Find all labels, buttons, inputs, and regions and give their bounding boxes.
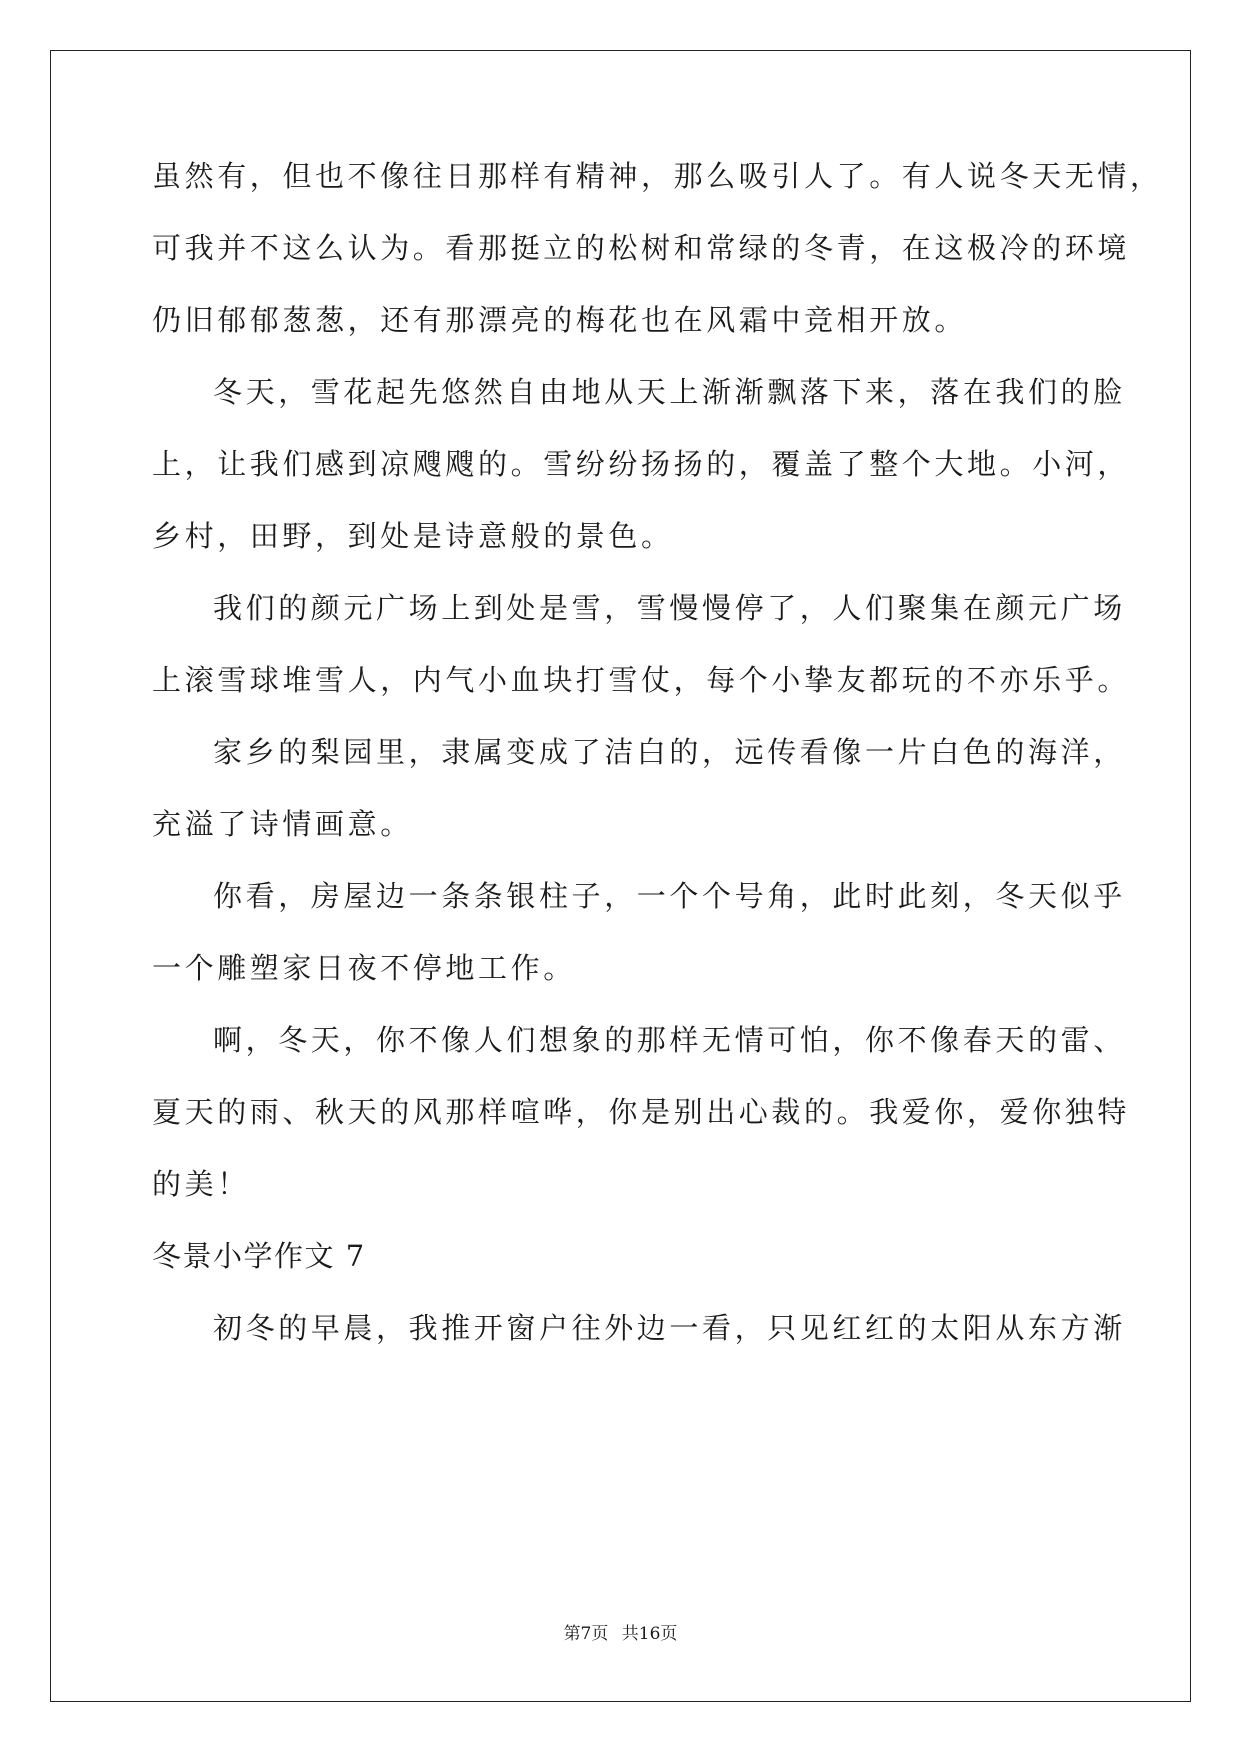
paragraph-start-line: 啊，冬天，你不像人们想象的那样无情可怕，你不像春天的雷、 xyxy=(213,1023,1126,1057)
text-line: 一个雕塑家日夜不停地工作。 xyxy=(152,951,576,985)
page-footer xyxy=(0,1623,1241,1645)
paragraph-start-line: 我们的颜元广场上到处是雪，雪慢慢停了，人们聚集在颜元广场 xyxy=(213,591,1126,625)
paragraph-start-line: 家乡的梨园里，隶属变成了洁白的，远传看像一片白色的海洋， xyxy=(213,735,1126,769)
text-line: 可我并不这么认为。看那挺立的松树和常绿的冬青，在这极冷的环境 xyxy=(152,231,1131,265)
section-heading: 冬景小学作文 7 xyxy=(152,1239,366,1273)
text-line: 上滚雪球堆雪人，内气小血块打雪仗，每个小挚友都玩的不亦乐乎。 xyxy=(152,663,1131,697)
paragraph-start-line: 初冬的早晨，我推开窗户往外边一看，只见红红的太阳从东方渐 xyxy=(213,1311,1126,1345)
text-line: 虽然有，但也不像往日那样有精神，那么吸引人了。有人说冬天无情， xyxy=(152,159,1163,193)
page-number: 第7页 xyxy=(563,1624,609,1644)
text-line: 的美！ xyxy=(152,1167,250,1201)
paragraph-start-line: 你看，房屋边一条条银柱子，一个个号角，此时此刻，冬天似乎 xyxy=(213,879,1126,913)
paragraph-start-line: 冬天，雪花起先悠然自由地从天上渐渐飘落下来，落在我们的脸 xyxy=(213,375,1126,409)
text-line: 充溢了诗情画意。 xyxy=(152,807,413,841)
page-frame xyxy=(50,50,1191,1702)
text-line: 仍旧郁郁葱葱，还有那漂亮的梅花也在风霜中竞相开放。 xyxy=(152,303,968,337)
page-total: 共16页 xyxy=(621,1624,678,1644)
text-line: 夏天的雨、秋天的风那样喧哗，你是别出心裁的。我爱你，爱你独特 xyxy=(152,1095,1131,1129)
text-line: 乡村，田野，到处是诗意般的景色。 xyxy=(152,519,674,553)
text-line: 上，让我们感到凉飕飕的。雪纷纷扬扬的，覆盖了整个大地。小河， xyxy=(152,447,1131,481)
